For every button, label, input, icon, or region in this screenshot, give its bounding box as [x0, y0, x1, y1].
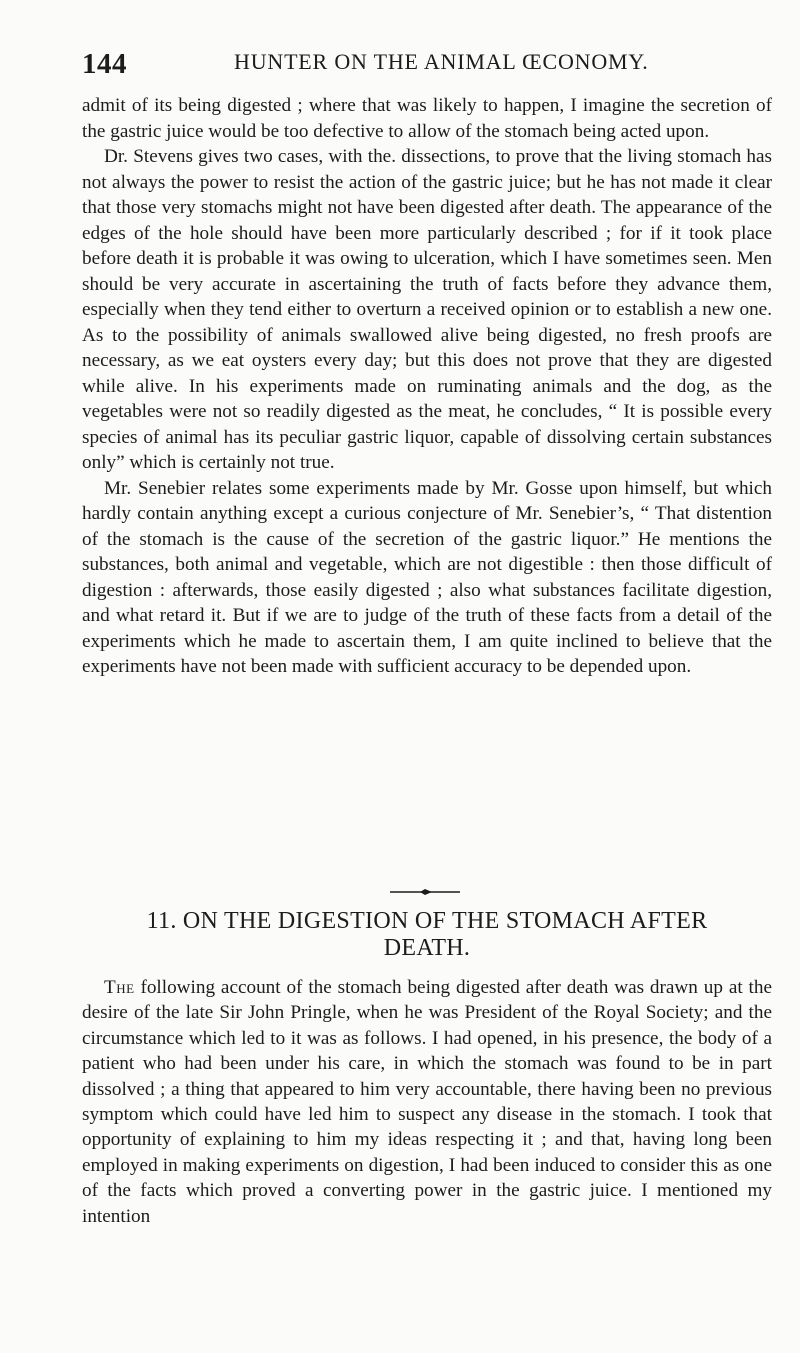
section-body	[82, 975, 772, 1229]
paragraph-continuation: admit of its being digested ; where that was likely to happen, I imagine the secretion of the gastric juice would be too defective to allow of the stomach being acted upon.	[82, 95, 772, 142]
ornamental-rule	[390, 886, 460, 898]
running-title: HUNTER ON THE ANIMAL ŒCONOMY.	[234, 49, 649, 74]
lead-word: The	[104, 977, 135, 998]
section-paragraph-text: following account of the stomach being digested after death was drawn up at the desire of the late Sir John Pringle, when he was President of the Royal Society; and the circumstance which led to it was as follows. I had opened, in his presence, the body of a patient who had been under his care, in which the stomach was found to be in part dissolved ; a thing that appeared to him very accountable, there having been no previous symptom which could have led him to suspect any disease in the stomach. I took that opportunity of explaining to him my ideas respecting it ; and that, having long been employed in making experiments on digestion, I had been induced to consider this as one of the facts which proved a converting power in the gastric juice. I mentioned my intention	[82, 977, 772, 1227]
section-heading	[82, 908, 772, 962]
section-heading-line-1: 11. ON THE DIGESTION OF THE STOMACH AFTER	[146, 908, 708, 934]
body-text	[82, 93, 772, 680]
paragraph-senebier: Mr. Senebier relates some experiments made by Mr. Gosse upon himself, but which hardly contain anything except a curious conjecture of Mr. Senebier’s, “ That distention of the stomach is the cause of the secretion of the gastric liquor.” He mentions the substances, both animal and vegetable, which are not digestible : then those difficult of digestion : afterwards, those easily digested ; also what substances facilitate digestion, and what retard it. But if we are to judge of the truth of these facts from a detail of the experiments which he made to ascertain them, I am quite inclined to believe that the experiments have not been made with sufficient accuracy to be depended upon.	[82, 477, 772, 677]
paragraph-stevens: Dr. Stevens gives two cases, with the. dissections, to prove that the living stomach has not always the power to resist the action of the gastric juice; but he has not made it clear that those very stomachs might not have been digested after death. The appearance of the edges of the hole should have been more particularly described ; for if it took place before death it is probable it was owing to ulceration, which I have sometimes seen. Men should be very accurate in ascertaining the truth of facts before they advance them, especially when they tend either to overturn a received opinion or to establish a new one. As to the possibility of animals swallowed alive being digested, no fresh proofs are necessary, as we eat oysters every day; but this does not prove that they are digested while alive. In his experiments made on ruminating animals and the dog, as the vegetables were not so readily digested as the meat, he concludes, “ It is possible every species of animal has its peculiar gastric liquor, capable of dissolving certain substances only” which is certainly not true.	[82, 146, 772, 473]
section-heading-line-2: DEATH.	[383, 935, 471, 961]
section-paragraph	[82, 975, 772, 1229]
running-head	[82, 40, 762, 84]
page-number: 144	[82, 48, 127, 80]
